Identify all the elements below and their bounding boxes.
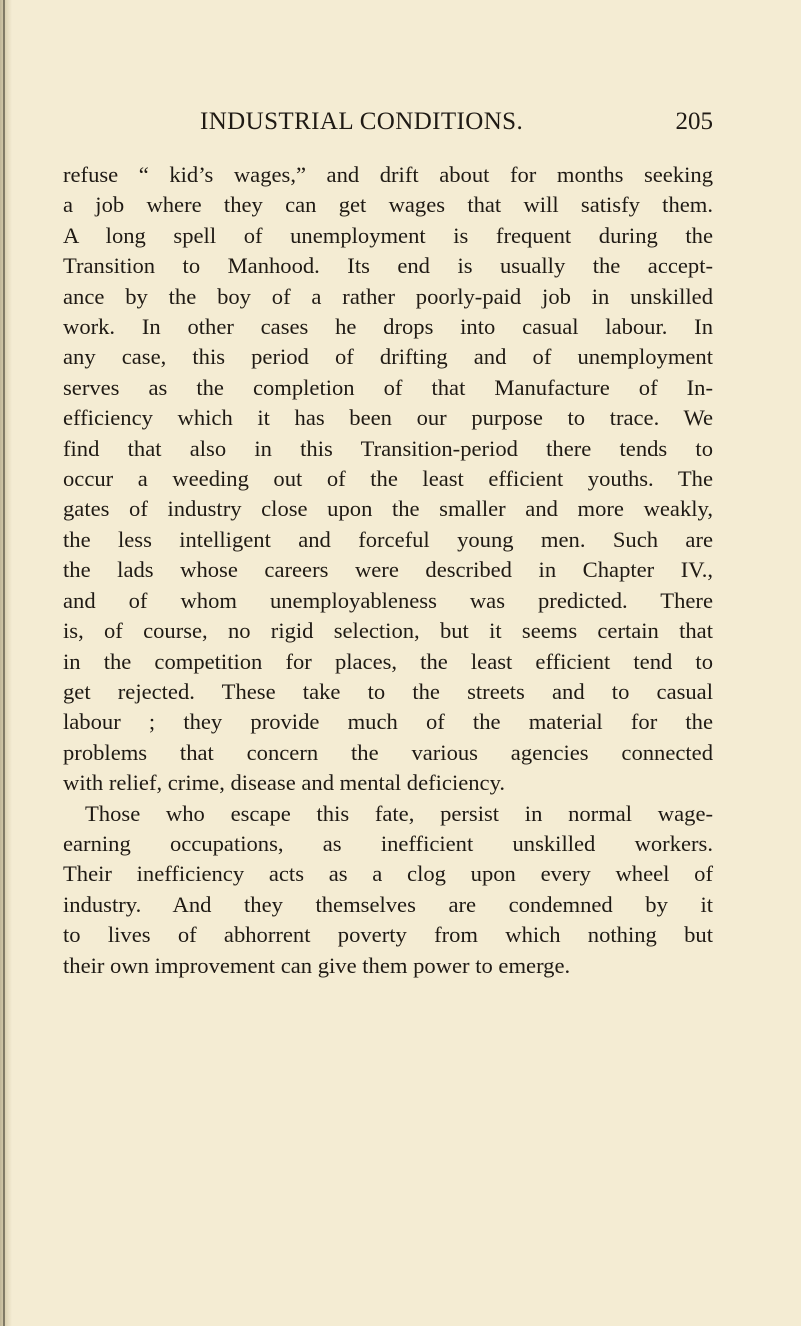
- running-head: [63, 108, 713, 144]
- book-page: [63, 108, 713, 981]
- running-title: INDUSTRIAL CONDITIONS.: [200, 108, 524, 135]
- text-line: the lads whose careers were described in Chapter IV.,: [63, 557, 713, 583]
- text-line: a job where they can get wages that will satisfy them.: [63, 192, 713, 218]
- body-paragraph-2: [63, 799, 713, 981]
- text-line: any case, this period of drifting and of unemployment: [63, 344, 713, 370]
- text-line: with relief, crime, disease and mental deficiency.: [63, 770, 506, 796]
- text-line: the less intelligent and forceful young men. Such are: [63, 526, 713, 552]
- text-line: A long spell of unemployment is frequent during the: [63, 222, 713, 248]
- text-line: efficiency which it has been our purpose to trace. We: [63, 405, 713, 431]
- text-line: their own improvement can give them power to emerge.: [63, 952, 571, 978]
- text-line: and of whom unemployableness was predicted. There: [63, 587, 713, 613]
- text-line: find that also in this Transition-period there tends to: [63, 435, 713, 461]
- body-paragraph-1: [63, 160, 713, 799]
- text-line: labour ; they provide much of the material for the: [63, 709, 713, 735]
- text-line: refuse “ kid’s wages,” and drift about for months seeking: [63, 162, 713, 187]
- text-line: is, of course, no rigid selection, but it seems certain that: [63, 618, 713, 644]
- page-edge-line: [3, 0, 5, 1326]
- page-number: 205: [675, 108, 713, 135]
- text-line: problems that concern the various agencies connected: [63, 739, 713, 765]
- text-line: to lives of abhorrent poverty from which nothing but: [63, 922, 713, 948]
- text-line: ance by the boy of a rather poorly-paid job in unskilled: [63, 283, 713, 309]
- text-line: get rejected. These take to the streets and to casual: [63, 678, 713, 704]
- text-line: Their inefficiency acts as a clog upon every wheel of: [63, 861, 713, 887]
- text-line: occur a weeding out of the least efficient youths. The: [63, 466, 713, 492]
- text-line: Transition to Manhood. Its end is usually the accept-: [63, 253, 713, 279]
- text-line: gates of industry close upon the smaller and more weakly,: [63, 496, 713, 522]
- text-line: in the competition for places, the least efficient tend to: [63, 648, 713, 674]
- page-gutter-shadow: [0, 0, 12, 1326]
- text-line: industry. And they themselves are condemned by it: [63, 891, 713, 917]
- text-line: Those who escape this fate, persist in normal wage-: [85, 800, 713, 826]
- text-line: serves as the completion of that Manufacture of In-: [63, 374, 713, 400]
- text-line: earning occupations, as inefficient unskilled workers.: [63, 830, 713, 856]
- text-line: work. In other cases he drops into casual labour. In: [63, 314, 713, 340]
